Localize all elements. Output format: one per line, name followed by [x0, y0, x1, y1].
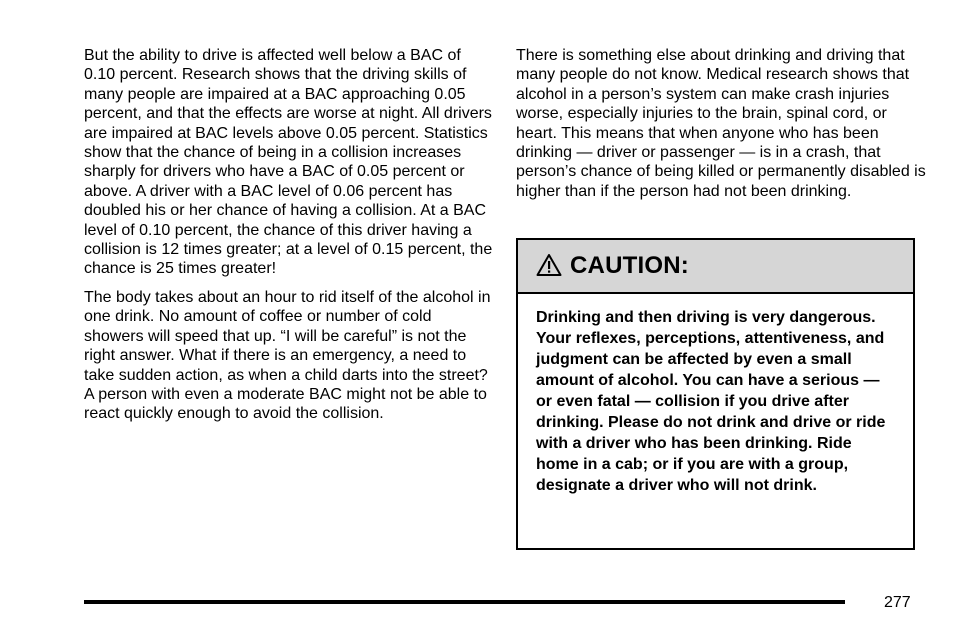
- paragraph-bac-effects: But the ability to drive is affected well below a BAC of 0.10 percent. Research shows that the driving skills of many people are impaired at a BAC approaching 0.05 percent, and that the effects are worse at night. All drivers are impaired at BAC levels above 0.05 percent. Statistics show that the chance of being in a collision increases sharply for drivers who have a BAC of 0.05 percent or above. A driver with a BAC level of 0.06 percent has doubled his or her chance of having a collision. At a BAC level of 0.10 percent, the chance of this driver having a collision is 12 times greater; at a level of 0.15 percent, the chance is 25 times greater!: [84, 47, 493, 278]
- caution-header: [518, 240, 913, 294]
- page-number: 277: [884, 594, 911, 611]
- caution-box: [516, 238, 915, 550]
- paragraph-body-processing: The body takes about an hour to rid itself of the alcohol in one drink. No amount of coffee or number of cold showers will speed that up. “I will be careful” is not the right answer. What if there is an emergency, a need to take sudden action, as when a child darts into the street? A person with even a moderate BAC might not be able to react quickly enough to avoid the collision.: [84, 288, 491, 423]
- right-column: [516, 46, 926, 201]
- left-column: [84, 46, 494, 424]
- footer-rule: [84, 600, 845, 604]
- warning-triangle-icon: [536, 253, 562, 277]
- caution-text: Drinking and then driving is very dangerous. Your reflexes, perceptions, attentiveness, and judgment can be affected by even a small amount of alcohol. You can have a serious — or even fatal — collision if you drive after drinking. Please do not drink and drive or ride with a driver who has been drinking. Ride home in a cab; or if you are with a group, designate a driver who will not drink.: [536, 309, 886, 494]
- caution-title: CAUTION:: [570, 252, 689, 279]
- paragraph-crash-injuries: There is something else about drinking and driving that many people do not know. Medical research shows that alcohol in a person’s system can make crash injuries worse, especially injuries to the brain, spinal cord, or heart. This means that when anyone who has been drinking — driver or passenger — is in a crash, that person’s chance of being killed or permanently disabled is higher than if the person had not been drinking.: [516, 47, 926, 200]
